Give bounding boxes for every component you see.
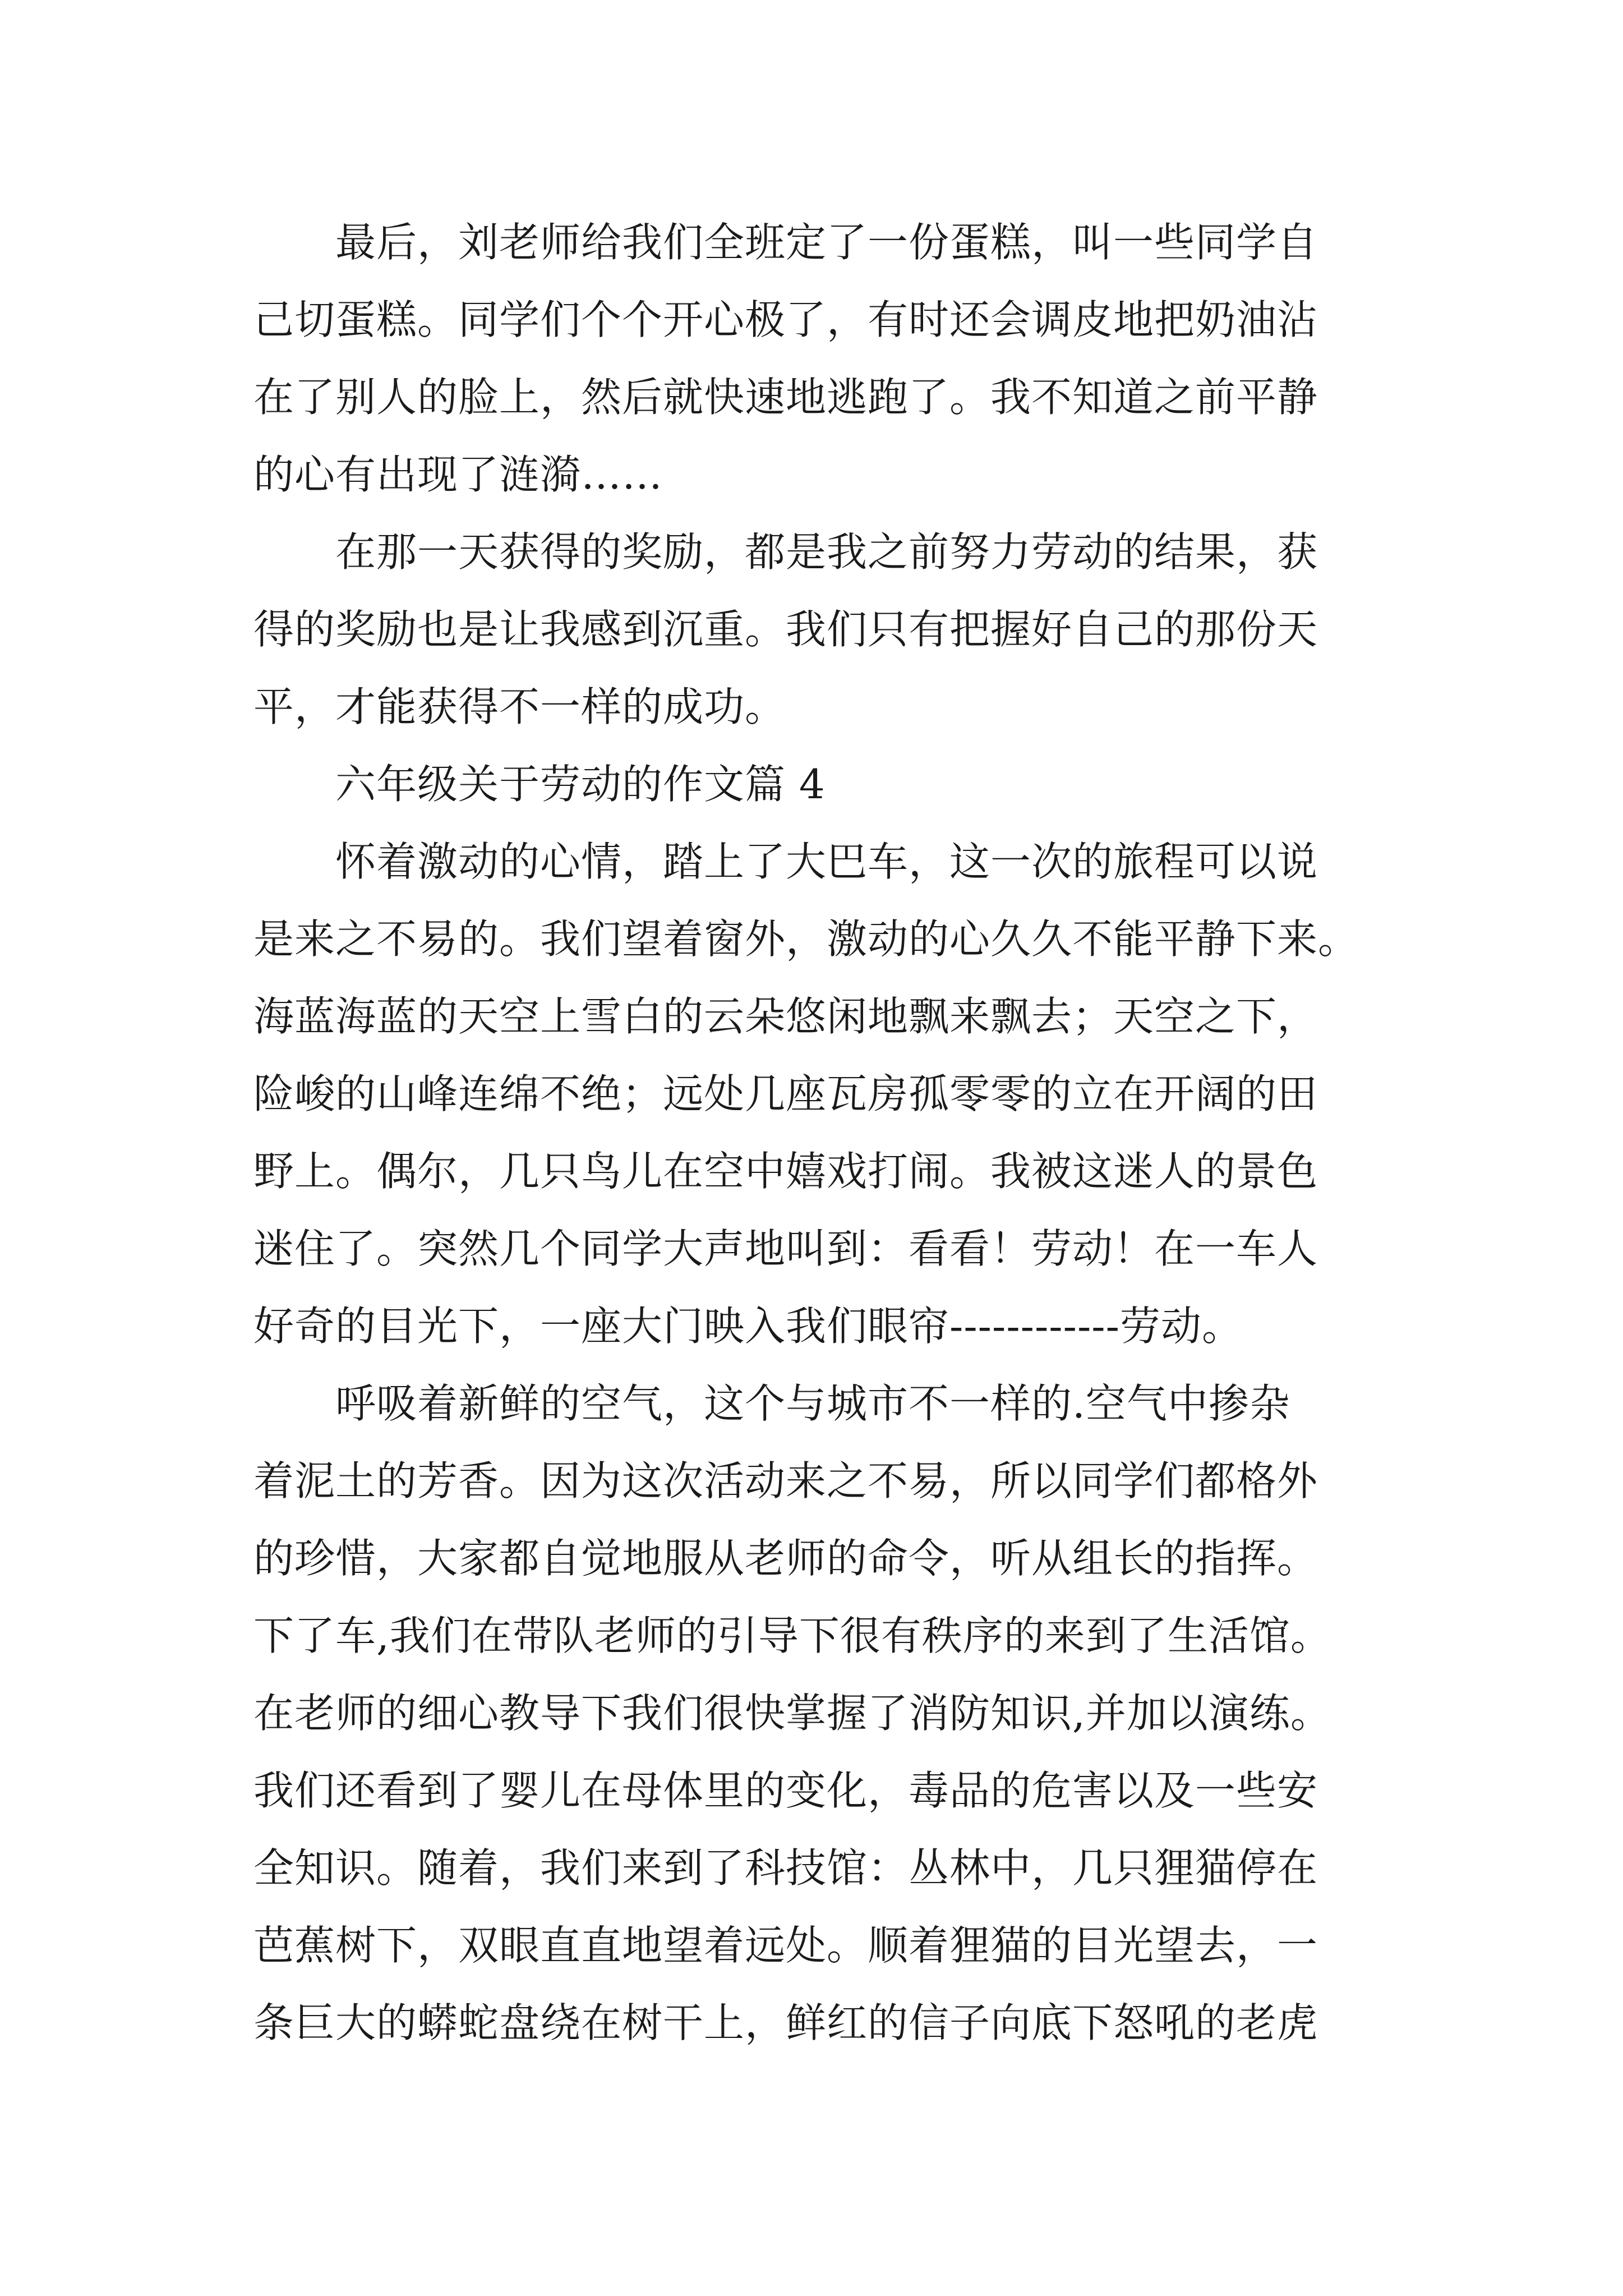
text-line: 己切蛋糕。同学们个个开心极了，有时还会调皮地把奶油沾: [253, 296, 1318, 343]
text-line: 芭蕉树下，双眼直直地望着远处。顺着狸猫的目光望去，一: [253, 1922, 1318, 1969]
text-line: 是来之不易的。我们望着窗外，激动的心久久不能平静下来。: [253, 915, 1359, 963]
text-line: 全知识。随着，我们来到了科技馆：丛林中，几只狸猫停在: [253, 1844, 1318, 1892]
text-line: 海蓝海蓝的天空上雪白的云朵悠闲地飘来飘去；天空之下，: [253, 993, 1318, 1040]
text-line: 的心有出现了涟漪……: [253, 451, 663, 498]
text-line: 好奇的目光下，一座大门映入我们眼帘------------劳动。: [253, 1303, 1243, 1350]
text-line: 在那一天获得的奖励，都是我之前努力劳动的结果，获: [335, 528, 1318, 576]
text-line: 怀着激动的心情，踏上了大巴车，这一次的旅程可以说: [335, 838, 1318, 885]
text-line: 在老师的细心教导下我们很快掌握了消防知识,并加以演练。: [253, 1690, 1331, 1737]
text-line: 在了别人的脸上，然后就快速地逃跑了。我不知道之前平静: [253, 374, 1318, 421]
text-line: 着泥土的芳香。因为这次活动来之不易，所以同学们都格外: [253, 1457, 1318, 1504]
section-heading: 六年级关于劳动的作文篇 4: [335, 761, 826, 808]
text-line: 迷住了。突然几个同学大声地叫到：看看！劳动！在一车人: [253, 1225, 1318, 1272]
text-line: 条巨大的蟒蛇盘绕在树干上，鲜红的信子向底下怒吼的老虎: [253, 1999, 1318, 2046]
text-line: 平，才能获得不一样的成功。: [253, 683, 786, 730]
text-line: 险峻的山峰连绵不绝；远处几座瓦房孤零零的立在开阔的田: [253, 1070, 1318, 1117]
text-line: 野上。偶尔，几只鸟儿在空中嬉戏打闹。我被这迷人的景色: [253, 1148, 1318, 1195]
text-line: 的珍惜，大家都自觉地服从老师的命令，听从组长的指挥。: [253, 1535, 1318, 1582]
text-line: 最后，刘老师给我们全班定了一份蛋糕，叫一些同学自: [335, 219, 1318, 266]
text-line: 下了车,我们在带队老师的引导下很有秩序的来到了生活馆。: [253, 1612, 1331, 1659]
text-line: 呼吸着新鲜的空气，这个与城市不一样的.空气中掺杂: [335, 1380, 1290, 1427]
text-line: 我们还看到了婴儿在母体里的变化，毒品的危害以及一些安: [253, 1767, 1318, 1814]
text-line: 得的奖励也是让我感到沉重。我们只有把握好自己的那份天: [253, 606, 1318, 653]
